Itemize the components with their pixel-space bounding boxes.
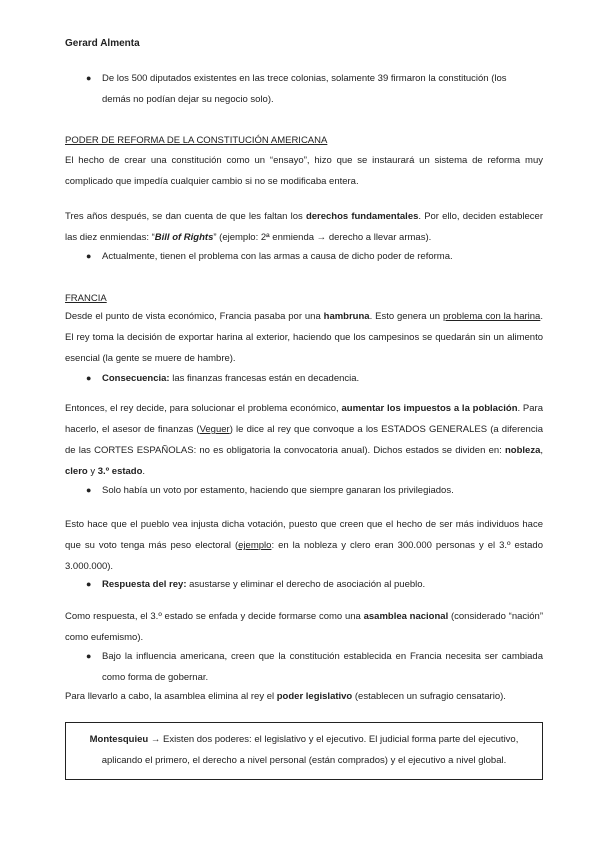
author-name: Gerard Almenta [65,38,140,49]
text-run: : en la nobleza y clero eran 300.000 personas y el 3.º estado 3.000.000). [65,540,543,572]
text-run: Desde el punto de vista económico, Francia pasaba por una [65,311,324,322]
bold-term: Consecuencia: [102,373,170,384]
bullet-text: Actualmente, tienen el problema con las armas a causa de dicho poder de reforma. [102,251,453,262]
paragraph [65,606,543,648]
bold-term: nobleza [504,445,541,456]
bullet-text: las finanzas francesas están en decadencia. [169,373,360,384]
list-item [65,574,543,595]
list-item [65,480,543,501]
bullet-text: De los 500 diputados existentes en las trece colonias, solamente 39 firmaron la constitución (los [102,73,507,84]
text-run: Esto hace que el pueblo vea injusta dicha votación, puesto que creen que el hecho de ser más individuos hace que su voto tenga más peso electoral ( [65,519,543,551]
bullet-text: asustarse y eliminar el derecho de asociación al pueblo. [186,579,426,590]
text-run: Tres años después, se dan cuenta de que les faltan los [65,211,306,222]
text-run: y [87,466,98,477]
text-run: Para llevarlo a cabo, la asamblea elimina al rey el [65,691,277,702]
text-run: Como respuesta, el 3.º estado se enfada y decide formarse como una [65,611,364,622]
text-run: , [540,445,543,456]
text-run: ) le dice al rey que convoque a los ESTADOS GENERALES (a diferencia de las CORTES ESPAÑOLAS: no es obligatoria la convocatoria anual). Dichos estados se dividen en: [65,424,543,456]
paragraph [65,398,543,482]
montesquieu-note-box [65,722,543,780]
paragraph [65,514,543,577]
bullet-icon: ● [86,485,92,495]
list-item [65,68,543,110]
text-run: Entonces, el rey decide, para solucionar el problema económico, [65,403,342,414]
list-item [65,246,543,267]
bold-term: asamblea nacional [363,611,449,622]
text-run: . Esto genera un [369,311,443,322]
bullet-icon: ● [86,651,92,661]
bullet-icon: ● [86,73,92,83]
bold-term: clero [65,466,88,477]
section-heading-reforma: PODER DE REFORMA DE LA CONSTITUCIÓN AMERICANA [65,135,328,146]
bold-term: poder legislativo [276,691,353,702]
bold-term: hambruna [323,311,370,322]
bold-term: 3.º estado [97,466,143,477]
paragraph: El hecho de crear una constitución como un “ensayo”, hizo que se instaurará un sistema de reforma muy complicado que impedía cualquier cambio si no se modificaba entera. [65,155,543,187]
text-run: . Para hacerlo, el asesor de finanzas ( [65,403,543,435]
bullet-text: Solo había un voto por estamento, haciendo que siempre ganaran los privilegiados. [102,485,454,496]
text-run: ” (ejemplo: 2ª enmienda → derecho a llevar armas). [213,232,432,243]
note-text: → Existen dos poderes: el legislativo y el ejecutivo. El judicial forma parte del ejecutivo, aplicando el primero, el derecho a nivel personal (están comprados) y el ejecutivo a nivel global. [101,734,519,766]
bold-term: Montesquieu [89,734,149,745]
text-run: . [142,466,146,477]
list-item [65,646,543,688]
list-item [65,368,543,389]
underlined-term: Veguer [199,424,230,435]
paragraph [65,686,543,707]
bullet-text-cont: demás no podían dejar su negocio solo). [102,94,274,105]
paragraph [65,306,543,369]
bullet-icon: ● [86,251,92,261]
text-run: (establecen un sufragio censatario). [352,691,506,702]
bold-term: Respuesta del rey: [102,579,187,590]
bold-term: aumentar los impuestos a la población [341,403,518,414]
text-run: (considerado “nación” como eufemismo). [65,611,543,643]
bold-term: derechos fundamentales [305,211,419,222]
underlined-term: problema con la harina [442,311,541,322]
bullet-text: Bajo la influencia americana, creen que la constitución establecida en Francia necesita ser cambiada como forma de gobernar. [102,651,543,683]
bullet-icon: ● [86,373,92,383]
text-run: . El rey toma la decisión de exportar harina al exterior, haciendo que los campesinos se quedarán sin un alimento esencial (la gente se muere de hambre). [65,311,543,364]
bold-italic-term: Bill of Rights [154,232,214,243]
section-heading-francia: FRANCIA [65,293,107,304]
paragraph [65,206,543,248]
underlined-term: ejemplo [238,540,272,551]
bullet-icon: ● [86,579,92,589]
text-run: . Por ello, deciden establecer las diez enmiendas: “ [65,211,543,243]
